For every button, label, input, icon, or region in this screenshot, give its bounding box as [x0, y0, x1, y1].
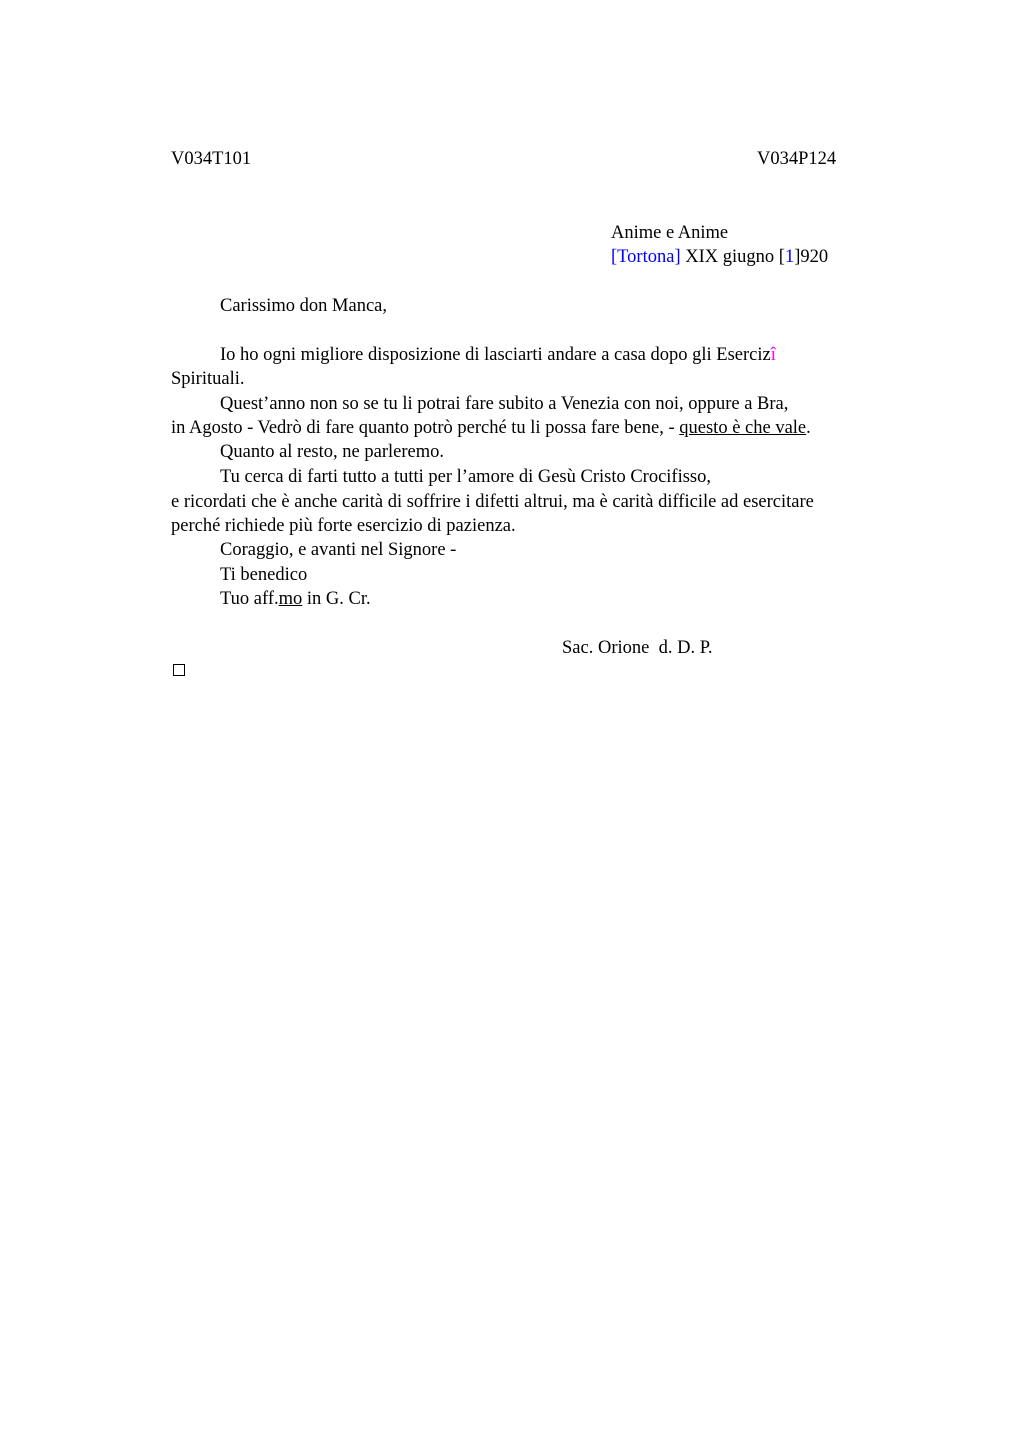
salutation: Carissimo don Manca,	[220, 296, 387, 316]
body-line-6: Tu cerca di farti tutto a tutti per l’amore di Gesù Cristo Crocifisso,	[220, 467, 712, 487]
year-open: [	[778, 247, 785, 267]
place-name: Tortona	[617, 247, 675, 267]
body-line-8: perché richiede più forte esercizio di pazienza.	[171, 516, 516, 536]
date-text: XIX giugno	[680, 247, 779, 267]
year-rest: ]920	[794, 247, 829, 267]
body-line-4	[171, 416, 811, 440]
closing-end: in G. Cr.	[302, 589, 371, 609]
empty-square-icon	[173, 664, 185, 676]
body-line-9: Coraggio, e avanti nel Signore -	[220, 540, 457, 560]
body-line-11	[220, 587, 371, 611]
body-line-10: Ti benedico	[220, 565, 308, 585]
bracket-close: ]	[674, 247, 681, 267]
body-line-4-text: in Agosto - Vedrò di fare quanto potrò perché tu li possa fare bene, -	[171, 418, 680, 438]
page-code-right: V034P124	[757, 149, 837, 169]
circumflex-mark: î	[770, 345, 776, 365]
body-line-3: Quest’anno non so se tu li potrai fare subito a Venezia con noi, oppure a Bra,	[220, 394, 789, 414]
body-line-1	[220, 343, 776, 367]
body-line-2: Spirituali.	[171, 369, 245, 389]
body-line-7: e ricordati che è anche carità di soffrire i difetti altrui, ma è carità difficile ad esercitare	[171, 492, 814, 512]
superscript-abbrev: mo	[278, 589, 303, 609]
letter-title: Anime e Anime	[611, 223, 729, 243]
body-line-1-text: Io ho ogni migliore disposizione di lasciarti andare a casa dopo gli Eserciz	[220, 345, 771, 365]
signature: Sac. Orione d. D. P.	[562, 638, 713, 658]
year-digit: 1	[784, 247, 795, 267]
letter-date-line	[611, 245, 828, 269]
body-line-4-end: .	[806, 418, 811, 438]
closing-text: Tuo aff.	[220, 589, 279, 609]
bracket-open: [	[611, 247, 618, 267]
document-code-left: V034T101	[171, 149, 252, 169]
underlined-phrase: questo è che vale	[679, 418, 807, 438]
body-line-5: Quanto al resto, ne parleremo.	[220, 442, 444, 462]
